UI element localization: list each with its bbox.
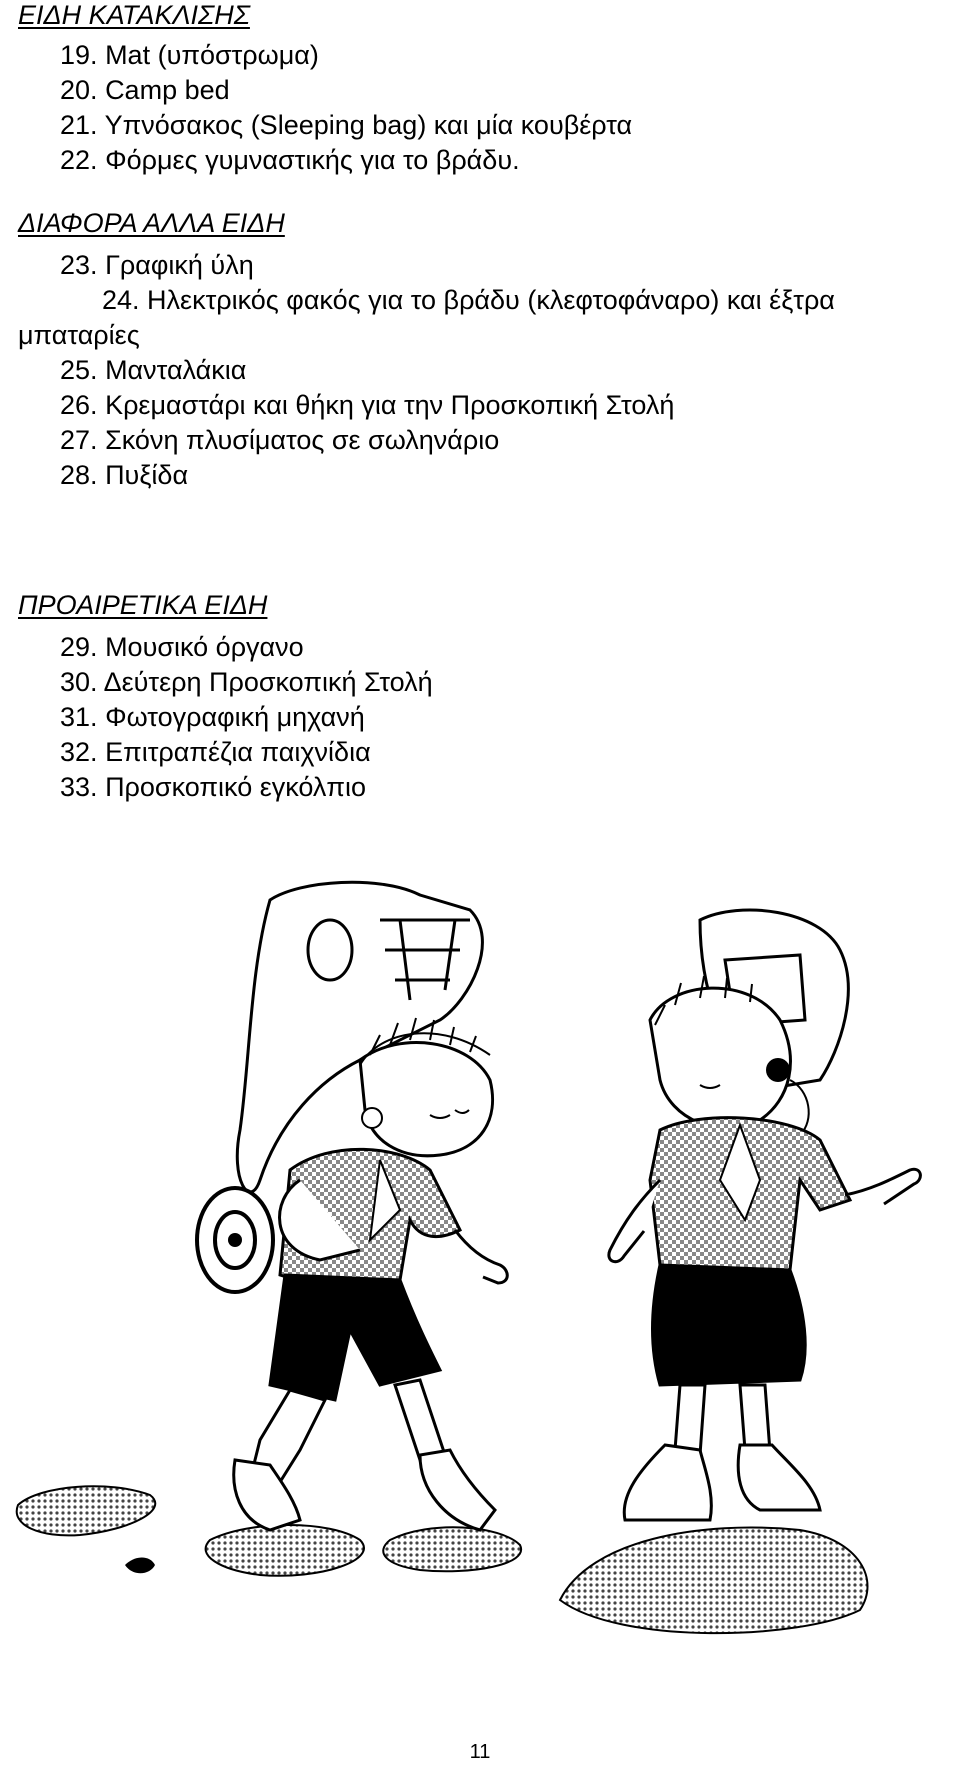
list-item: 28. Πυξίδα bbox=[60, 460, 189, 490]
list-item: 22. Φόρμες γυμναστικής για το βράδυ. bbox=[60, 145, 520, 175]
list-item: 27. Σκόνη πλυσίματος σε σωληνάριο bbox=[60, 425, 500, 455]
list-item: 31. Φωτογραφική μηχανή bbox=[60, 702, 365, 732]
list-item: 29. Μουσικό όργανο bbox=[60, 632, 304, 662]
page-number: 11 bbox=[469, 1741, 491, 1763]
section-heading-sleeping-gear: ΕΙΔΗ ΚΑΤΑΚΛΙΣΗΣ bbox=[18, 0, 250, 30]
scouts-hiking-illustration bbox=[0, 880, 960, 1740]
section-heading-optional-items: ΠΡΟΑΙΡΕΤΙΚΑ ΕΙΔΗ bbox=[18, 590, 268, 620]
list-other-items bbox=[18, 248, 940, 493]
list-sleeping-gear bbox=[60, 38, 940, 178]
list-item: 24. Ηλεκτρικός φακός για το βράδυ (κλεφτοφάναρο) και έξτρα μπαταρίες bbox=[18, 285, 835, 350]
list-optional-items bbox=[60, 630, 940, 805]
list-item: 21. Υπνόσακος (Sleeping bag) και μία κουβέρτα bbox=[60, 110, 633, 140]
list-item: 20. Camp bed bbox=[60, 75, 230, 105]
list-item: 32. Επιτραπέζια παιχνίδια bbox=[60, 737, 371, 767]
list-item: 23. Γραφική ύλη bbox=[60, 250, 254, 280]
section-heading-other-items: ΔΙΑΦΟΡΑ ΑΛΛΑ ΕΙΔΗ bbox=[18, 208, 285, 238]
list-item: 30. Δεύτερη Προσκοπική Στολή bbox=[60, 667, 433, 697]
list-item: 25. Μανταλάκια bbox=[60, 355, 247, 385]
list-item: 26. Κρεμαστάρι και θήκη για την Προσκοπική Στολή bbox=[60, 390, 675, 420]
list-item: 33. Προσκοπικό εγκόλπιο bbox=[60, 772, 367, 802]
list-item: 19. Mat (υπόστρωμα) bbox=[60, 40, 319, 70]
